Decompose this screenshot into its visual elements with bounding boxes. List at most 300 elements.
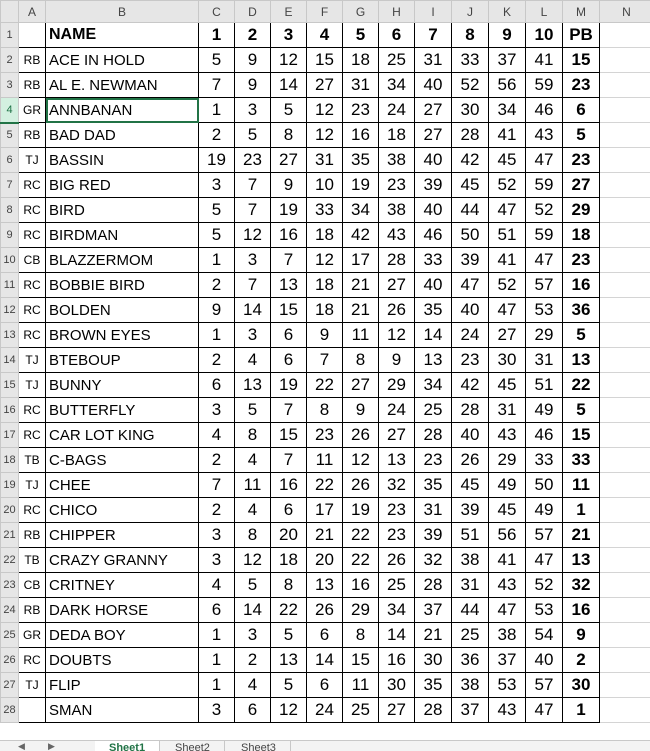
header-number-cell[interactable]: 1 (199, 23, 235, 48)
cell-number[interactable]: 51 (489, 223, 526, 248)
cell-number[interactable]: 2 (199, 348, 235, 373)
cell-number[interactable]: 59 (526, 173, 563, 198)
cell-number[interactable]: 43 (489, 423, 526, 448)
cell-number[interactable]: 47 (526, 698, 563, 723)
cell-number[interactable]: 20 (271, 523, 307, 548)
cell-number[interactable]: 25 (452, 623, 489, 648)
cell-empty[interactable] (600, 98, 650, 123)
cell-number[interactable]: 45 (489, 498, 526, 523)
cell-number[interactable]: 26 (379, 298, 415, 323)
cell-number[interactable]: 31 (343, 73, 379, 98)
cell-number[interactable]: 41 (489, 548, 526, 573)
cell-player-name[interactable]: CHEE (46, 473, 199, 498)
row-number[interactable]: 20 (1, 498, 19, 523)
cell-number[interactable]: 27 (307, 73, 343, 98)
cell-number[interactable]: 32 (415, 548, 452, 573)
cell-number[interactable]: 22 (307, 373, 343, 398)
cell-number[interactable]: 16 (271, 473, 307, 498)
header-number-cell[interactable]: 3 (271, 23, 307, 48)
cell-number[interactable]: 22 (271, 598, 307, 623)
cell-number[interactable]: 6 (271, 348, 307, 373)
cell-number[interactable]: 37 (489, 648, 526, 673)
cell-number[interactable]: 2 (199, 498, 235, 523)
cell-number[interactable]: 2 (199, 123, 235, 148)
cell-number[interactable]: 22 (343, 548, 379, 573)
cell-number[interactable]: 21 (343, 273, 379, 298)
cell-number[interactable]: 45 (489, 148, 526, 173)
cell-number[interactable]: 27 (271, 148, 307, 173)
cell-number[interactable]: 35 (415, 673, 452, 698)
cell-number[interactable]: 12 (343, 448, 379, 473)
cell-number[interactable]: 40 (452, 423, 489, 448)
cell-number[interactable]: 31 (415, 498, 452, 523)
cell-number[interactable]: 14 (379, 623, 415, 648)
cell-number[interactable]: 45 (452, 173, 489, 198)
cell-number[interactable]: 29 (379, 373, 415, 398)
cell-number[interactable]: 21 (307, 523, 343, 548)
cell-number[interactable]: 1 (199, 323, 235, 348)
column-header-H[interactable]: H (379, 1, 415, 23)
column-header-K[interactable]: K (489, 1, 526, 23)
cell-empty[interactable] (600, 423, 650, 448)
cell-empty[interactable] (600, 323, 650, 348)
cell-number[interactable]: 27 (343, 373, 379, 398)
cell-number[interactable]: 16 (271, 223, 307, 248)
cell-number[interactable]: 26 (343, 473, 379, 498)
cell-number[interactable]: 57 (526, 273, 563, 298)
cell-number[interactable]: 52 (452, 73, 489, 98)
cell-empty[interactable] (600, 223, 650, 248)
cell-number[interactable]: 27 (415, 123, 452, 148)
cell-number[interactable]: 40 (526, 648, 563, 673)
row-number[interactable]: 23 (1, 573, 19, 598)
cell-number[interactable]: 14 (271, 73, 307, 98)
cell-team-code[interactable]: GR (19, 98, 46, 123)
cell-number[interactable]: 7 (271, 398, 307, 423)
cell-number[interactable]: 31 (307, 148, 343, 173)
scroll-left-icon[interactable]: ◀ (18, 741, 25, 751)
cell-number[interactable]: 7 (235, 198, 271, 223)
cell-number[interactable]: 21 (343, 298, 379, 323)
column-header-C[interactable]: C (199, 1, 235, 23)
cell-number[interactable]: 28 (452, 398, 489, 423)
cell-number[interactable]: 37 (489, 48, 526, 73)
cell-number[interactable]: 7 (235, 173, 271, 198)
cell-number[interactable]: 31 (526, 348, 563, 373)
cell-number[interactable]: 12 (307, 98, 343, 123)
cell-pb[interactable]: 6 (563, 98, 600, 123)
cell-number[interactable]: 24 (307, 698, 343, 723)
cell-empty[interactable] (600, 48, 650, 73)
cell-number[interactable]: 23 (343, 98, 379, 123)
cell-number[interactable]: 12 (235, 548, 271, 573)
cell-number[interactable]: 28 (379, 248, 415, 273)
cell-number[interactable]: 40 (415, 198, 452, 223)
cell-number[interactable]: 4 (199, 573, 235, 598)
row-number[interactable]: 27 (1, 673, 19, 698)
cell-pb[interactable]: 13 (563, 348, 600, 373)
cell-number[interactable]: 25 (379, 48, 415, 73)
cell-number[interactable]: 3 (199, 548, 235, 573)
cell-player-name[interactable]: BTEBOUP (46, 348, 199, 373)
cell-number[interactable]: 50 (452, 223, 489, 248)
cell-number[interactable]: 40 (415, 273, 452, 298)
cell-number[interactable]: 29 (489, 448, 526, 473)
cell-number[interactable]: 9 (343, 398, 379, 423)
cell-number[interactable]: 8 (235, 423, 271, 448)
cell-team-code[interactable]: RB (19, 73, 46, 98)
cell-number[interactable]: 8 (271, 123, 307, 148)
cell-number[interactable]: 42 (452, 148, 489, 173)
cell-empty[interactable] (600, 523, 650, 548)
cell-empty[interactable] (600, 673, 650, 698)
cell-number[interactable]: 5 (271, 673, 307, 698)
cell-number[interactable]: 8 (235, 523, 271, 548)
cell-number[interactable]: 52 (526, 573, 563, 598)
row-number[interactable]: 17 (1, 423, 19, 448)
cell-player-name[interactable]: BROWN EYES (46, 323, 199, 348)
cell-team-code[interactable]: RC (19, 298, 46, 323)
cell-number[interactable]: 18 (307, 223, 343, 248)
cell-player-name[interactable]: BLAZZERMOM (46, 248, 199, 273)
cell-team-code[interactable]: RB (19, 598, 46, 623)
cell-number[interactable]: 50 (526, 473, 563, 498)
cell-number[interactable]: 53 (526, 598, 563, 623)
cell-number[interactable]: 47 (489, 598, 526, 623)
header-number-cell[interactable]: 7 (415, 23, 452, 48)
cell-number[interactable]: 53 (526, 298, 563, 323)
cell-pb[interactable]: 23 (563, 73, 600, 98)
cell-player-name[interactable]: DOUBTS (46, 648, 199, 673)
cell-number[interactable]: 7 (235, 273, 271, 298)
row-number[interactable]: 18 (1, 448, 19, 473)
cell-empty[interactable] (600, 648, 650, 673)
cell-number[interactable]: 39 (415, 173, 452, 198)
cell-team-code[interactable]: TB (19, 548, 46, 573)
cell-player-name[interactable]: CRITNEY (46, 573, 199, 598)
cell-team-code[interactable]: CB (19, 573, 46, 598)
row-number[interactable]: 21 (1, 523, 19, 548)
cell-team-code[interactable]: RC (19, 273, 46, 298)
cell-number[interactable]: 22 (343, 523, 379, 548)
cell-number[interactable]: 23 (379, 498, 415, 523)
cell-empty[interactable] (600, 348, 650, 373)
row-number[interactable]: 3 (1, 73, 19, 98)
cell-team-code[interactable]: RC (19, 198, 46, 223)
column-header-B[interactable]: B (46, 1, 199, 23)
cell-number[interactable]: 30 (379, 673, 415, 698)
select-all-corner[interactable] (1, 1, 19, 23)
cell-number[interactable]: 1 (199, 98, 235, 123)
cell-number[interactable]: 33 (307, 198, 343, 223)
cell-number[interactable]: 49 (489, 473, 526, 498)
cell-number[interactable]: 3 (199, 698, 235, 723)
cell-number[interactable]: 35 (415, 473, 452, 498)
cell-number[interactable]: 5 (271, 623, 307, 648)
cell-number[interactable]: 11 (235, 473, 271, 498)
cell-number[interactable]: 32 (379, 473, 415, 498)
cell-team-code[interactable]: TJ (19, 148, 46, 173)
row-number[interactable]: 14 (1, 348, 19, 373)
cell-empty[interactable] (600, 373, 650, 398)
cell-number[interactable]: 1 (199, 673, 235, 698)
column-header-A[interactable]: A (19, 1, 46, 23)
cell-team-code[interactable]: RC (19, 398, 46, 423)
cell-number[interactable]: 41 (526, 48, 563, 73)
header-number-cell[interactable]: 4 (307, 23, 343, 48)
row-number[interactable]: 7 (1, 173, 19, 198)
cell-empty[interactable] (600, 248, 650, 273)
cell-empty[interactable] (600, 698, 650, 723)
column-header-E[interactable]: E (271, 1, 307, 23)
cell-number[interactable]: 30 (415, 648, 452, 673)
cell-number[interactable]: 27 (379, 273, 415, 298)
cell-pb[interactable]: 22 (563, 373, 600, 398)
cell-number[interactable]: 27 (379, 698, 415, 723)
header-name-cell[interactable]: NAME (46, 23, 199, 48)
cell-number[interactable]: 39 (415, 523, 452, 548)
cell-number[interactable]: 2 (199, 448, 235, 473)
scroll-right-icon[interactable]: ▶ (48, 741, 55, 751)
cell-number[interactable]: 40 (452, 298, 489, 323)
cell-pb[interactable]: 33 (563, 448, 600, 473)
cell-number[interactable]: 40 (415, 148, 452, 173)
cell-number[interactable]: 5 (199, 223, 235, 248)
cell-number[interactable]: 40 (415, 73, 452, 98)
cell-number[interactable]: 38 (452, 548, 489, 573)
cell-number[interactable]: 18 (307, 273, 343, 298)
cell-pb[interactable]: 29 (563, 198, 600, 223)
cell-number[interactable]: 56 (489, 73, 526, 98)
cell-number[interactable]: 7 (271, 248, 307, 273)
cell-number[interactable]: 16 (343, 123, 379, 148)
header-number-cell[interactable]: 6 (379, 23, 415, 48)
cell-number[interactable]: 46 (526, 98, 563, 123)
cell-number[interactable]: 23 (307, 423, 343, 448)
cell-empty[interactable] (600, 398, 650, 423)
cell-number[interactable]: 14 (235, 298, 271, 323)
cell-number[interactable]: 3 (199, 523, 235, 548)
cell-number[interactable]: 34 (489, 98, 526, 123)
cell-number[interactable]: 36 (452, 648, 489, 673)
cell-number[interactable]: 28 (415, 423, 452, 448)
row-number[interactable]: 26 (1, 648, 19, 673)
cell-number[interactable]: 49 (526, 398, 563, 423)
cell-player-name[interactable]: DARK HORSE (46, 598, 199, 623)
cell-pb[interactable]: 16 (563, 598, 600, 623)
tab-sheet1[interactable]: Sheet1 (95, 741, 160, 751)
cell-number[interactable]: 8 (307, 398, 343, 423)
cell-number[interactable]: 45 (452, 473, 489, 498)
cell-number[interactable]: 43 (489, 698, 526, 723)
cell-number[interactable]: 34 (379, 73, 415, 98)
cell-empty[interactable] (600, 598, 650, 623)
header-number-cell[interactable]: 2 (235, 23, 271, 48)
cell-number[interactable]: 11 (343, 323, 379, 348)
row-number[interactable]: 24 (1, 598, 19, 623)
cell-player-name[interactable]: BOBBIE BIRD (46, 273, 199, 298)
cell-number[interactable]: 30 (452, 98, 489, 123)
cell-number[interactable]: 43 (489, 573, 526, 598)
cell-number[interactable]: 6 (307, 623, 343, 648)
cell-number[interactable]: 9 (271, 173, 307, 198)
cell-number[interactable]: 35 (415, 298, 452, 323)
row-number[interactable]: 6 (1, 148, 19, 173)
cell-number[interactable]: 4 (235, 673, 271, 698)
cell-number[interactable]: 26 (379, 548, 415, 573)
cell-empty[interactable] (600, 298, 650, 323)
cell-player-name[interactable]: DEDA BOY (46, 623, 199, 648)
cell-number[interactable]: 47 (526, 548, 563, 573)
cell-number[interactable]: 5 (235, 573, 271, 598)
cell-number[interactable]: 12 (307, 123, 343, 148)
column-header-I[interactable]: I (415, 1, 452, 23)
cell-pb[interactable]: 23 (563, 248, 600, 273)
cell-number[interactable]: 26 (307, 598, 343, 623)
row-number[interactable]: 5 (1, 123, 19, 148)
cell-pb[interactable]: 15 (563, 423, 600, 448)
cell-player-name[interactable]: ANNBANAN (46, 98, 199, 123)
cell-number[interactable]: 19 (271, 198, 307, 223)
cell-number[interactable]: 5 (199, 198, 235, 223)
cell-pb[interactable]: 27 (563, 173, 600, 198)
cell-number[interactable]: 13 (415, 348, 452, 373)
cell-team-code[interactable]: CB (19, 248, 46, 273)
cell-number[interactable]: 51 (526, 373, 563, 398)
cell-player-name[interactable]: ACE IN HOLD (46, 48, 199, 73)
cell-number[interactable]: 49 (526, 498, 563, 523)
cell-number[interactable]: 27 (415, 98, 452, 123)
cell-number[interactable]: 23 (452, 348, 489, 373)
cell-empty[interactable] (600, 23, 650, 48)
header-number-cell[interactable]: 8 (452, 23, 489, 48)
cell-number[interactable]: 37 (415, 598, 452, 623)
cell-number[interactable]: 3 (235, 248, 271, 273)
cell-team-code[interactable]: RC (19, 173, 46, 198)
cell-number[interactable]: 9 (379, 348, 415, 373)
cell-number[interactable]: 18 (271, 548, 307, 573)
cell-number[interactable]: 16 (379, 648, 415, 673)
cell-pb[interactable]: 1 (563, 698, 600, 723)
cell-number[interactable]: 20 (307, 548, 343, 573)
cell-player-name[interactable]: BASSIN (46, 148, 199, 173)
cell-number[interactable]: 12 (235, 223, 271, 248)
cell-number[interactable]: 34 (415, 373, 452, 398)
column-header-D[interactable]: D (235, 1, 271, 23)
cell-team-code[interactable] (19, 698, 46, 723)
cell-team-code[interactable]: TJ (19, 673, 46, 698)
column-header-L[interactable]: L (526, 1, 563, 23)
cell-number[interactable]: 14 (415, 323, 452, 348)
cell-pb[interactable]: 32 (563, 573, 600, 598)
header-number-cell[interactable]: 5 (343, 23, 379, 48)
tab-sheet2[interactable]: Sheet2 (161, 741, 225, 751)
cell-number[interactable]: 38 (379, 198, 415, 223)
cell-number[interactable]: 33 (415, 248, 452, 273)
cell-team-code[interactable]: RB (19, 523, 46, 548)
cell-number[interactable]: 13 (271, 273, 307, 298)
cell-player-name[interactable]: CAR LOT KING (46, 423, 199, 448)
cell-number[interactable]: 11 (307, 448, 343, 473)
row-number[interactable]: 2 (1, 48, 19, 73)
cell-number[interactable]: 11 (343, 673, 379, 698)
cell-number[interactable]: 52 (526, 198, 563, 223)
cell-number[interactable]: 15 (271, 423, 307, 448)
cell-number[interactable]: 2 (199, 273, 235, 298)
cell-number[interactable]: 12 (271, 48, 307, 73)
cell-number[interactable]: 31 (452, 573, 489, 598)
cell-player-name[interactable]: AL E. NEWMAN (46, 73, 199, 98)
cell-number[interactable]: 28 (415, 698, 452, 723)
cell-empty[interactable] (600, 123, 650, 148)
row-number[interactable]: 15 (1, 373, 19, 398)
cell-number[interactable]: 3 (235, 323, 271, 348)
cell-number[interactable]: 25 (415, 398, 452, 423)
cell-pb[interactable]: 1 (563, 498, 600, 523)
row-number[interactable]: 12 (1, 298, 19, 323)
cell-number[interactable]: 30 (489, 348, 526, 373)
cell-number[interactable]: 39 (452, 248, 489, 273)
cell-team-code[interactable]: RB (19, 123, 46, 148)
cell-number[interactable]: 26 (452, 448, 489, 473)
cell-number[interactable]: 13 (379, 448, 415, 473)
row-number[interactable]: 25 (1, 623, 19, 648)
header-number-cell[interactable]: 10 (526, 23, 563, 48)
cell-player-name[interactable]: CRAZY GRANNY (46, 548, 199, 573)
cell-empty[interactable] (600, 148, 650, 173)
cell-number[interactable]: 6 (199, 598, 235, 623)
cell-number[interactable]: 33 (526, 448, 563, 473)
cell-team-code[interactable]: RC (19, 223, 46, 248)
cell-number[interactable]: 59 (526, 223, 563, 248)
cell-number[interactable]: 3 (199, 398, 235, 423)
cell-team-code[interactable]: TB (19, 448, 46, 473)
cell-number[interactable]: 35 (343, 148, 379, 173)
cell-number[interactable]: 34 (343, 198, 379, 223)
cell-number[interactable]: 57 (526, 523, 563, 548)
cell-team-code[interactable]: TJ (19, 373, 46, 398)
cell-number[interactable]: 15 (343, 648, 379, 673)
cell-pb[interactable]: 11 (563, 473, 600, 498)
cell-number[interactable]: 5 (271, 98, 307, 123)
cell-number[interactable]: 19 (343, 498, 379, 523)
cell-number[interactable]: 53 (489, 673, 526, 698)
cell-number[interactable]: 1 (199, 623, 235, 648)
tab-sheet3[interactable]: Sheet3 (227, 741, 291, 751)
cell-number[interactable]: 12 (379, 323, 415, 348)
cell-number[interactable]: 46 (415, 223, 452, 248)
cell-number[interactable]: 42 (343, 223, 379, 248)
cell-number[interactable]: 19 (343, 173, 379, 198)
row-number[interactable]: 19 (1, 473, 19, 498)
row-number[interactable]: 9 (1, 223, 19, 248)
cell-number[interactable]: 52 (489, 173, 526, 198)
cell-number[interactable]: 6 (307, 673, 343, 698)
cell-pb[interactable]: 15 (563, 48, 600, 73)
cell-number[interactable]: 33 (452, 48, 489, 73)
cell-number[interactable]: 1 (199, 648, 235, 673)
cell-number[interactable]: 27 (379, 423, 415, 448)
cell-player-name[interactable]: FLIP (46, 673, 199, 698)
cell-team-code[interactable]: RC (19, 323, 46, 348)
cell-number[interactable]: 38 (489, 623, 526, 648)
cell-pb[interactable]: 30 (563, 673, 600, 698)
cell-number[interactable]: 19 (199, 148, 235, 173)
column-header-F[interactable]: F (307, 1, 343, 23)
cell-number[interactable]: 13 (271, 648, 307, 673)
cell-player-name[interactable]: BIRD (46, 198, 199, 223)
column-header-M[interactable]: M (563, 1, 600, 23)
